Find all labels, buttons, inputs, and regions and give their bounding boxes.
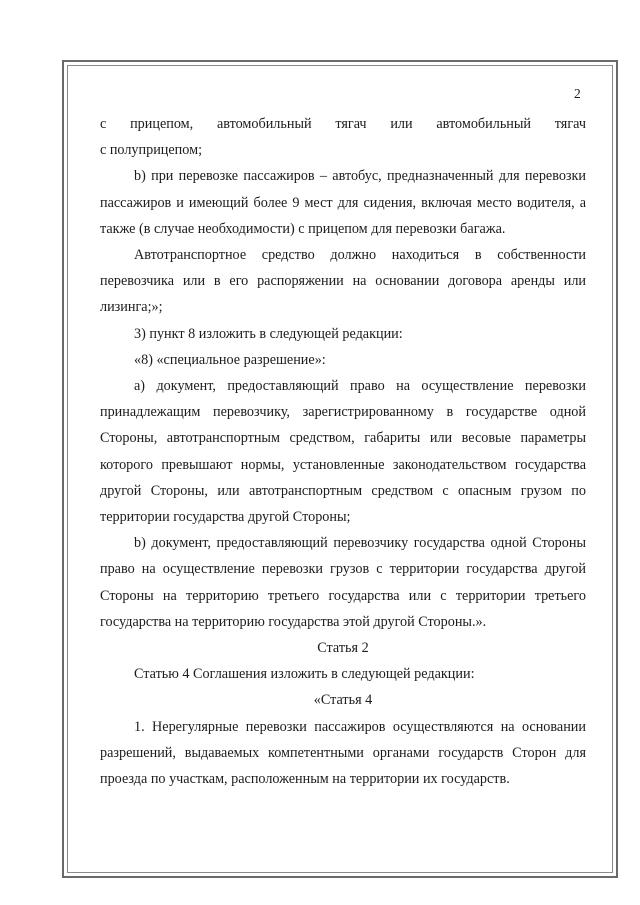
paragraph-point-8: 3) пункт 8 изложить в следующей редакции:	[134, 325, 403, 342]
paragraph-irregular-transport: 1. Нерегулярные перевозки пассажиров осуществляются на основании разрешений, выдаваемых компетентными органами государств Сторон для проезда по участкам, расположенным на территории их государств.	[100, 718, 586, 788]
document-body	[100, 111, 586, 792]
paragraph-item-b-document: b) документ, предоставляющий перевозчику государства одной Стороны право на осуществление перевозки грузов с территории государства другой Стороны на территорию третьего государства или с территории третьего государства на территорию государства этой другой Стороны.».	[100, 535, 586, 630]
paragraph-special-permit: «8) «специальное разрешение»:	[134, 351, 326, 368]
paragraph-continuation-end: с полуприцепом;	[100, 142, 203, 159]
paragraph-continuation: с прицепом, автомобильный тягач или автомобильный тягач	[100, 116, 586, 132]
page-number: 2	[574, 86, 581, 101]
paragraph-item-b-bus: b) при перевозке пассажиров – автобус, предназначенный для перевозки пассажиров и имеющий более 9 мест для сидения, включая место водителя, а также (в случае необходимости) с прицепом для перевозки багажа.	[100, 168, 586, 237]
article-heading-2: Статья 2	[317, 640, 369, 657]
paragraph-item-a-document: a) документ, предоставляющий право на осуществление перевозки принадлежащим перевозчику, зарегистрированному в государстве одной Стороны, автотранспортным средством, габариты или весовые параметры которого превышают нормы, установленные законодательством государства другой Стороны, или автотранспортным средством с опасным грузом по территории государства другой Стороны;	[100, 378, 586, 526]
paragraph-ownership: Автотранспортное средство должно находиться в собственности перевозчика или в его распоряжении на основании договора аренды или лизинга;»;	[100, 247, 586, 316]
article-heading-4: «Статья 4	[313, 692, 373, 709]
paragraph-article-4-intro: Статью 4 Соглашения изложить в следующей редакции:	[134, 666, 475, 683]
